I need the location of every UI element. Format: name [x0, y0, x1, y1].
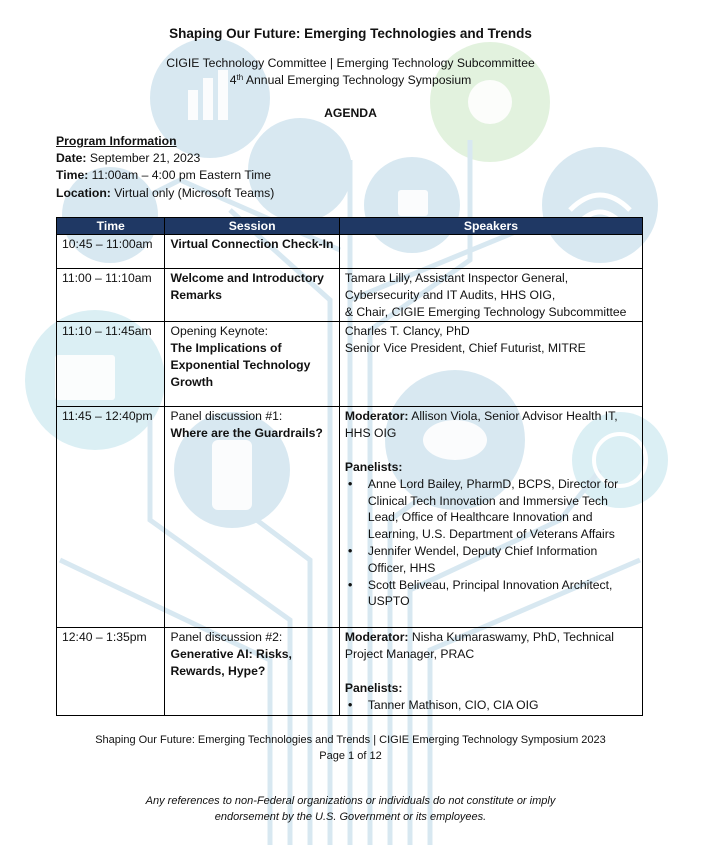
row-session	[165, 628, 339, 715]
row-speakers	[339, 269, 642, 322]
time-label: Time:	[56, 168, 89, 183]
row-speakers	[339, 628, 642, 715]
row-time: 11:45 – 12:40pm	[57, 407, 165, 628]
header-session: Session	[165, 218, 339, 235]
row-time: 11:10 – 11:45am	[57, 322, 165, 407]
program-info-heading: Program Information	[56, 134, 177, 148]
session-prefix: Panel discussion #2:	[170, 630, 283, 645]
session-title: Where are the Guardrails?	[170, 426, 323, 441]
panelists-label: Panelists:	[344, 459, 403, 474]
document-title: Shaping Our Future: Emerging Technologies and Trends	[169, 26, 532, 41]
session-prefix: Panel discussion #1:	[170, 409, 283, 424]
moderator-value: Nisha Kumaraswamy, PhD, Technical Project Manager, PRAC	[344, 630, 614, 662]
symposium-suffix: th	[236, 73, 244, 82]
list-item: • Scott Beliveau, Principal Innovation Architect, USPTO	[368, 577, 637, 611]
speaker-line: Cybersecurity and IT Audits, HHS OIG,	[344, 287, 556, 302]
program-time	[56, 167, 274, 184]
moderator-label: Moderator:	[344, 409, 409, 424]
list-item: • Tanner Mathison, CIO, CIA OIG	[368, 697, 637, 714]
disclaimer-line: endorsement by the U.S. Government or its employees.	[214, 811, 487, 823]
row-time: 11:00 – 11:10am	[57, 269, 165, 322]
symposium-name: Annual Emerging Technology Symposium	[243, 73, 472, 87]
program-information	[56, 133, 274, 202]
row-session	[165, 235, 339, 269]
disclaimer-line: Any references to non-Federal organizations or individuals do not constitute or imply	[145, 795, 556, 807]
disclaimer	[0, 793, 701, 825]
session-prefix: Opening Keynote:	[170, 324, 269, 339]
row-speakers	[339, 235, 642, 269]
table-row	[57, 269, 643, 322]
program-location	[56, 185, 274, 202]
panelist-list	[345, 697, 637, 714]
row-session	[165, 322, 339, 407]
table-row	[57, 235, 643, 269]
time-value: 11:00am – 4:00 pm Eastern Time	[88, 168, 271, 183]
agenda-table	[56, 217, 643, 716]
speaker-line: Tamara Lilly, Assistant Inspector General,	[344, 271, 569, 285]
symposium-subtitle	[0, 73, 701, 87]
date-label: Date:	[56, 151, 87, 166]
location-label: Location:	[56, 185, 111, 200]
row-session	[165, 269, 339, 322]
table-header-row	[57, 218, 643, 235]
session-title: Virtual Connection Check-In	[170, 237, 334, 251]
moderator-label: Moderator:	[344, 630, 409, 645]
list-item: • Jennifer Wendel, Deputy Chief Information Officer, HHS	[368, 543, 637, 577]
symposium-number: 4	[229, 73, 237, 87]
panelists-label: Panelists:	[344, 680, 403, 695]
table-row	[57, 407, 643, 628]
header-time: Time	[57, 218, 165, 235]
table-row	[57, 322, 643, 407]
agenda-heading: AGENDA	[324, 106, 377, 120]
panelist-list	[345, 476, 637, 610]
speaker-line: & Chair, CIGIE Emerging Technology Subcommittee	[344, 304, 627, 319]
row-time: 12:40 – 1:35pm	[57, 628, 165, 715]
speaker-line: Charles T. Clancy, PhD	[344, 324, 470, 339]
speaker-line: Senior Vice President, Chief Futurist, MITRE	[344, 341, 586, 356]
committee-subtitle: CIGIE Technology Committee | Emerging Technology Subcommittee	[166, 56, 535, 70]
date-value: September 21, 2023	[86, 151, 201, 166]
page-number: Page 1 of 12	[319, 750, 382, 762]
row-speakers	[339, 407, 642, 628]
list-item: • Anne Lord Bailey, PharmD, BCPS, Director for Clinical Tech Innovation and Immersive Tech Lead, Office of Healthcare Innovation and Learning, U.S. Department of Veterans Affairs	[368, 476, 637, 543]
moderator	[345, 629, 637, 663]
row-time: 10:45 – 11:00am	[57, 235, 165, 269]
header-speakers: Speakers	[339, 218, 642, 235]
row-speakers	[339, 322, 642, 407]
program-date	[56, 150, 274, 167]
moderator-value: Allison Viola, Senior Advisor Health IT, HHS OIG	[344, 409, 618, 441]
footer-running-title: Shaping Our Future: Emerging Technologies and Trends | CIGIE Emerging Technology Symposium 2023	[95, 734, 606, 746]
table-row	[57, 628, 643, 715]
session-title: Welcome and Introductory Remarks	[170, 271, 324, 302]
moderator	[345, 408, 637, 442]
session-title: Generative AI: Risks, Rewards, Hype?	[170, 647, 292, 678]
session-title: The Implications of Exponential Technology Growth	[170, 341, 311, 389]
row-session	[165, 407, 339, 628]
location-value: Virtual only (Microsoft Teams)	[110, 185, 275, 200]
